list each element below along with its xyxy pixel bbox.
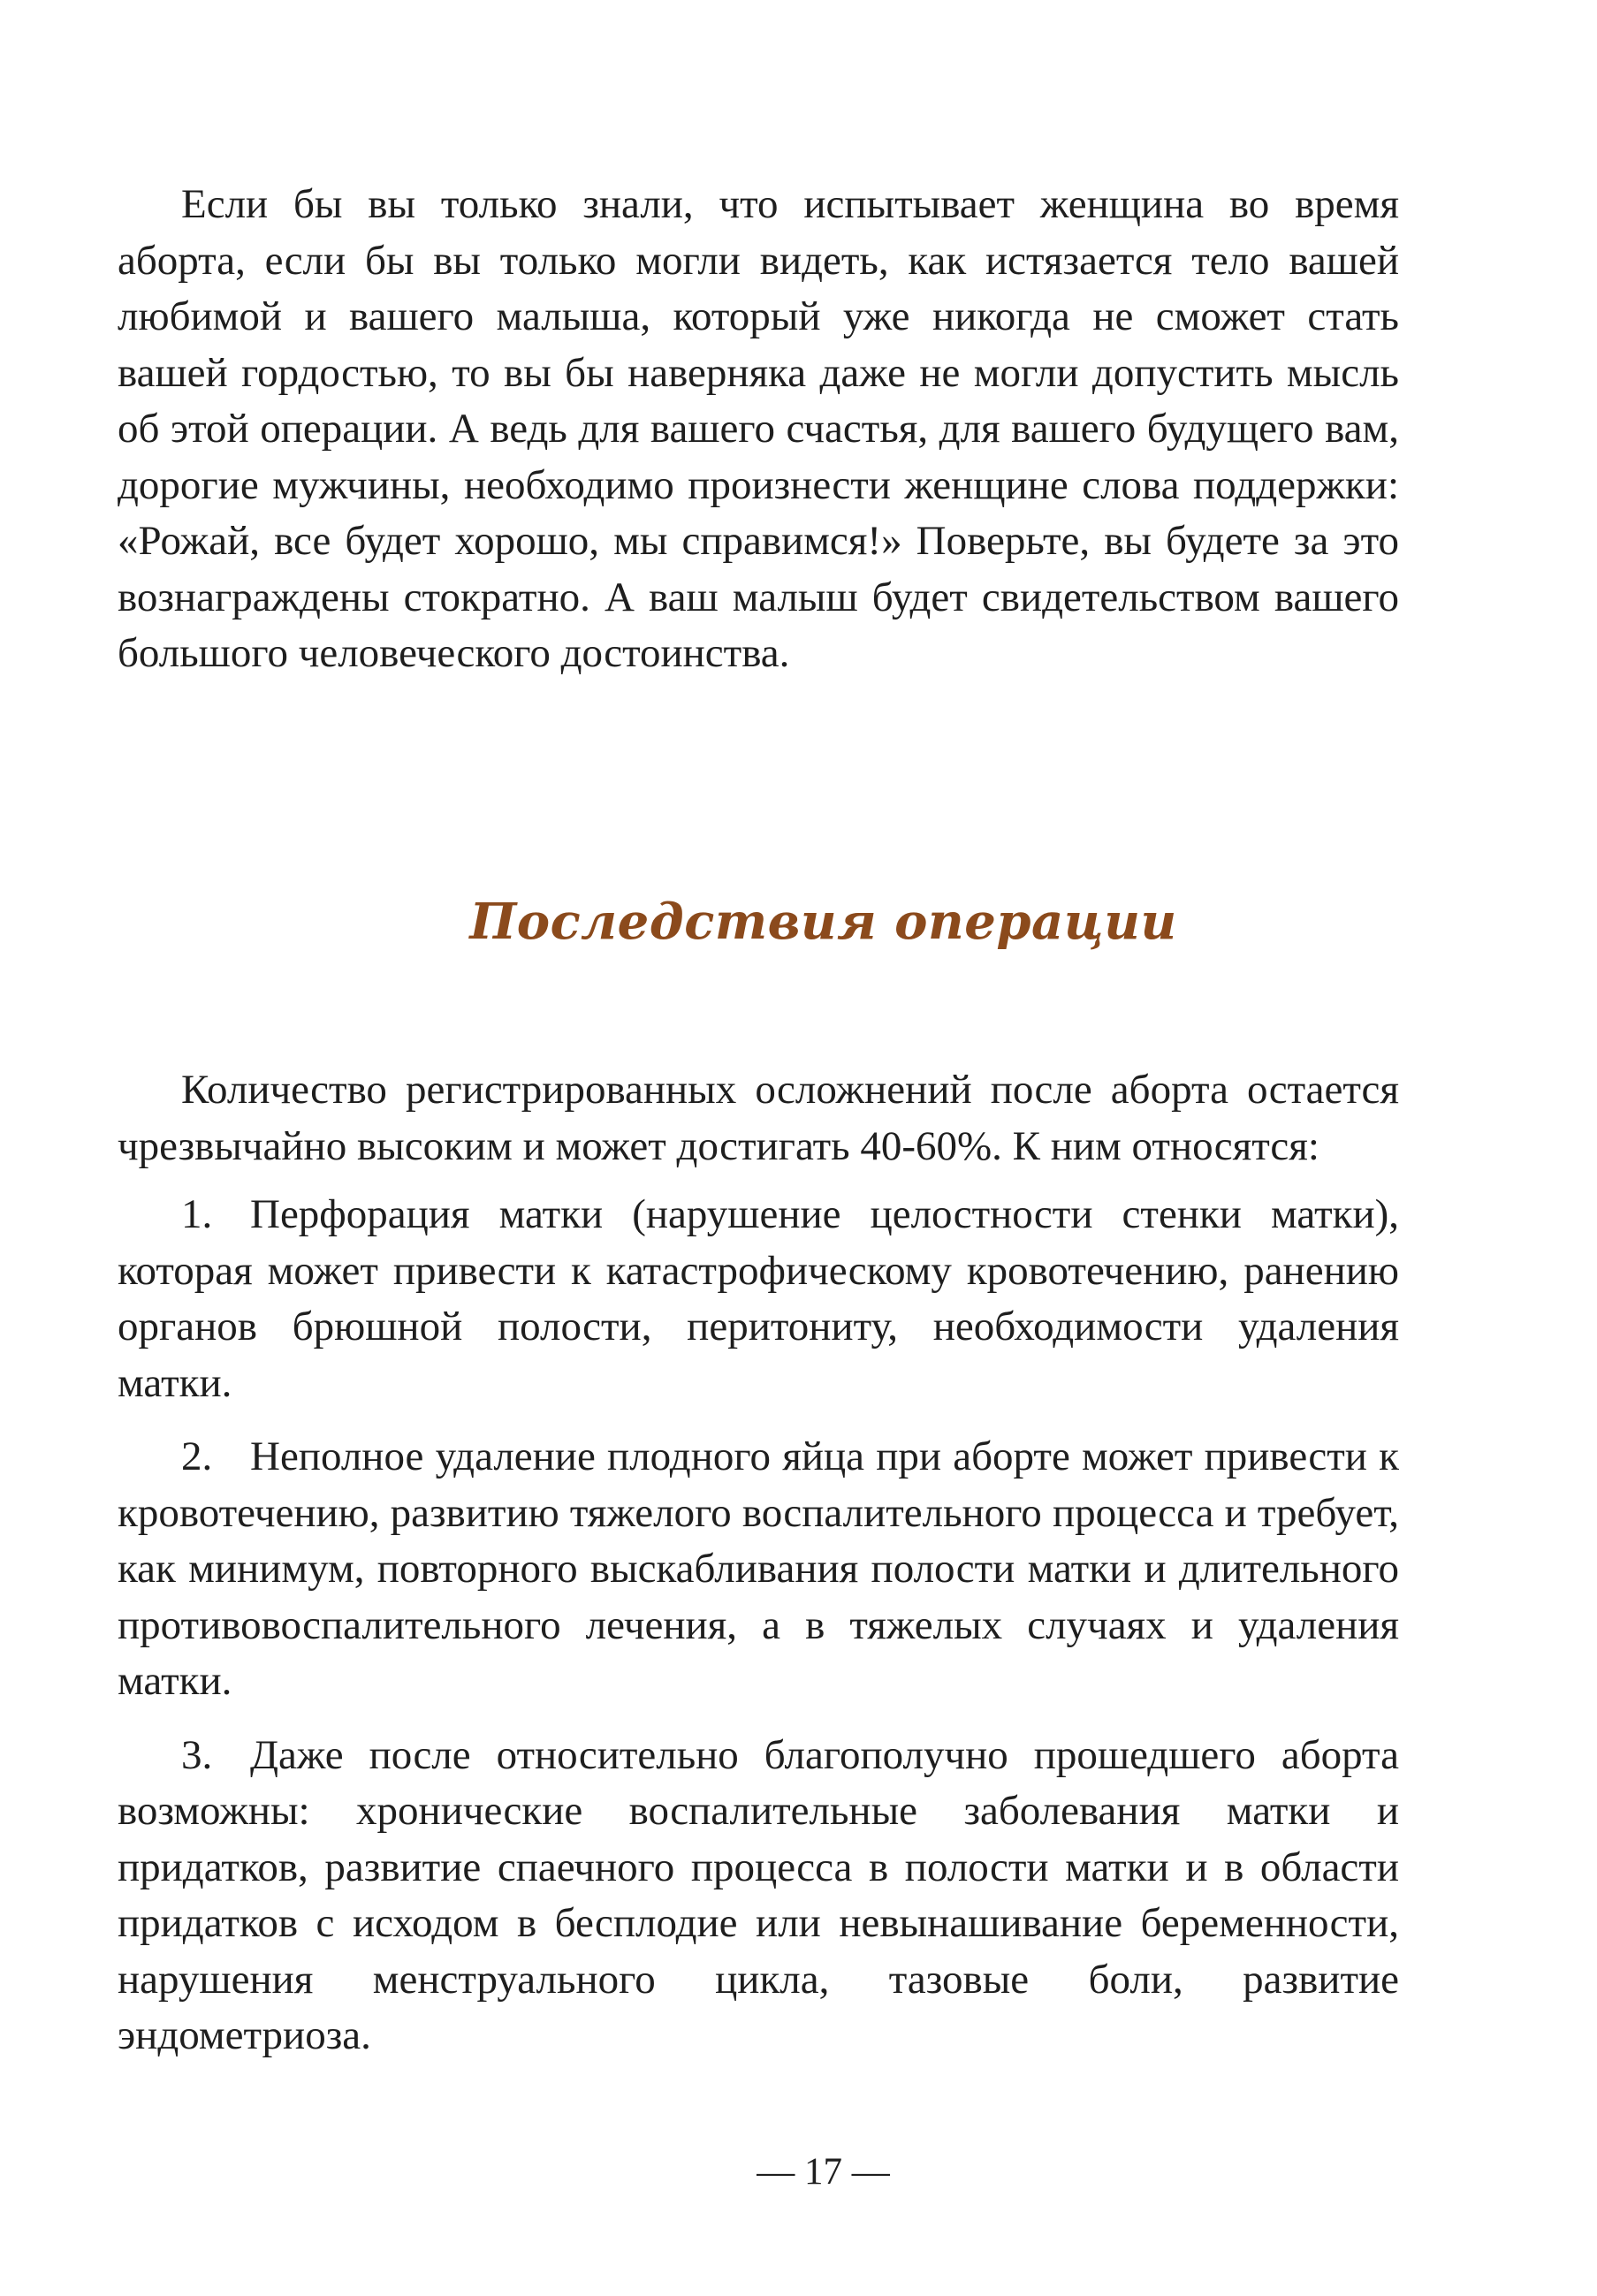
page-number: — 17 — xyxy=(757,2151,890,2193)
list-item-2 xyxy=(118,1429,1399,1710)
list-item-3 xyxy=(118,1728,1399,2064)
list-item-number: 1. xyxy=(181,1191,213,1237)
list-item-text: Даже после относительно благополучно прошедшего аборта возможны: хронические воспалительные заболевания матки и придатков, развитие спаечного процесса в полости матки и в области придатков с исходом в бесплодие или невынашивание беременности, нарушения менструального цикла, тазовые боли, развитие эндометриоза. xyxy=(118,1731,1399,2058)
intro-text-block xyxy=(118,177,1399,682)
list-item-text: Перфорация матки (нарушение целостности стенки матки), которая может привести к катастрофическому кровотечению, ранению органов брюшной полости, перитониту, необходимости удаления матки. xyxy=(118,1191,1399,1406)
intro-paragraph: Если бы вы только знали, что испытывает женщина во время аборта, если бы вы только могли видеть, как истязается тело вашей любимой и вашего малыша, который уже никогда не сможет стать вашей гордостью, то вы бы наверняка даже не могли допустить мысль об этой операции. А ведь для вашего счастья, для вашего будущего вам, дорогие мужчины, необходимо произнести женщине слова поддержки: «Рожай, все будет хорошо, мы справимся!» Поверьте, вы будете за это вознаграждены стократно. А ваш малыш будет свидетельством вашего большого человеческого достоинства. xyxy=(118,181,1399,676)
list-item-number: 2. xyxy=(181,1433,213,1479)
lead-paragraph: Количество регистрированных осложнений после аборта остается чрезвычайно высоким и может достигать 40-60%. К ним относятся: xyxy=(118,1067,1399,1169)
section-heading: Последствия операции xyxy=(469,893,1177,951)
section-body xyxy=(118,1062,1399,2082)
list-item-text: Неполное удаление плодного яйца при аборте может привести к кровотечению, развитию тяжелого воспалительного процесса и требует, как минимум, повторного выскабливания полости матки и длительного противовоспалительного лечения, а в тяжелых случаях и удаления матки. xyxy=(118,1433,1399,1704)
list-item-1 xyxy=(118,1187,1399,1411)
list-item-number: 3. xyxy=(181,1731,213,1778)
